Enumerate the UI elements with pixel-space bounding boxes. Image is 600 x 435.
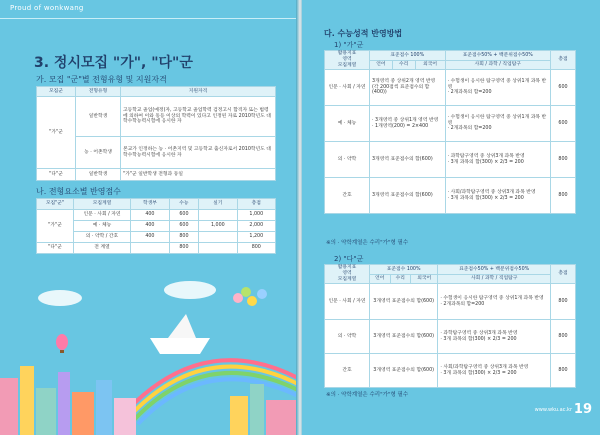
col-header-total: 총점: [551, 51, 576, 70]
cell-value: 1,000: [237, 210, 275, 221]
cell-field: 예 · 체능: [325, 106, 370, 142]
cell-mix: · 수험생이 응시한 탐구영역 중 상위1개 과목 반영 · 2개과목의 합=200: [445, 70, 550, 106]
right-page: [302, 0, 600, 435]
cell-total: 800: [551, 178, 576, 214]
cell-value: 800: [169, 232, 198, 243]
cell-mix: · 과학탐구영역 중 상위3개 과목 반영 · 3개 과목의 합(300) × 2/3 = 200: [445, 142, 550, 178]
table-row: [325, 142, 576, 178]
col-header-lang: 언어: [370, 61, 393, 70]
hot-air-balloon-icon: [56, 334, 68, 353]
col-header-field: [325, 51, 370, 70]
table-row: [325, 284, 576, 320]
cell-field: 예 · 체능: [74, 221, 131, 232]
col-header-math: 수리: [392, 61, 415, 70]
cell-desc: "가"군 일반학생 전형과 동일: [121, 169, 276, 181]
cell-field: 의 · 약학: [325, 320, 370, 354]
website-url: www.wku.ac.kr: [534, 407, 572, 413]
col-header: 학생부: [131, 199, 170, 210]
table-row: [37, 210, 276, 221]
eligibility-table: [36, 86, 276, 181]
header-yeong-label: 영역: [342, 57, 352, 62]
subheading-b: [36, 186, 121, 197]
header-yeong-label: 영역: [342, 271, 352, 276]
cell-field: 인문 · 사회 / 자연: [74, 210, 131, 221]
header-area-label: 활용지표: [337, 51, 357, 57]
col-header-std: 표준점수 100%: [370, 51, 446, 61]
table-row: [37, 97, 276, 137]
cell-field: 인문 · 사회 / 자연: [325, 70, 370, 106]
col-header-std: 표준점수 100%: [370, 265, 438, 275]
cell-value: 400: [131, 210, 170, 221]
left-page: [0, 0, 298, 435]
subheading-c1: 1) "가"군: [334, 41, 364, 49]
cell-total: 800: [551, 320, 576, 354]
cell-group: "가"군: [37, 97, 76, 169]
col-header-foreign: 외국어: [411, 275, 438, 284]
cell-value: [131, 243, 170, 254]
cell-value: 1,000: [199, 221, 237, 232]
col-header-mix: 표준점수50% + 백분위점수50%: [438, 265, 551, 275]
cell-std: 3개영역 표준점수의 합(600): [370, 284, 438, 320]
col-header-foreign: 외국어: [415, 61, 445, 70]
subheading-a: [36, 74, 167, 85]
col-header: 전형유형: [76, 87, 121, 97]
subheading-c2: 2) "다"군: [334, 255, 364, 263]
cell-value: 400: [131, 232, 170, 243]
section-title: 3. 정시모집 "가", "다"군: [34, 55, 193, 71]
brand-text: Proud of wonkwang: [10, 4, 84, 12]
col-header-inquiry: 사회 / 과학 / 직업탐구: [438, 275, 551, 284]
subheading-c: 다. 수능성적 반영방법: [324, 29, 403, 38]
table-row: [325, 178, 576, 214]
cell-total: 800: [551, 354, 576, 388]
header-field-label: 모집계열: [337, 276, 357, 282]
cell-field: 의 · 약학 / 간호: [74, 232, 131, 243]
cell-group: "다"군: [37, 243, 74, 254]
score-weight-table: [36, 198, 276, 254]
header-bar: [0, 0, 298, 19]
cell-total: 600: [551, 70, 576, 106]
cell-total: 800: [551, 142, 576, 178]
note-2: ※의 · 약학계열은 수리"가"형 필수: [326, 392, 409, 398]
cell-std: 3개영역 표준점수의 합(600): [370, 354, 438, 388]
da-score-method-table: [324, 264, 576, 388]
balloons-icon: [233, 287, 267, 306]
cell-group: "다"군: [37, 169, 76, 181]
cell-std: 3개영역 표준점수의 합(600): [370, 320, 438, 354]
page-number: 19: [573, 402, 592, 417]
cell-field: 간호: [325, 354, 370, 388]
cell-mix: · 수험생이 응시한 탐구영역 중 상위1개 과목 반영 · 2개과목의 합=200: [438, 284, 551, 320]
cell-desc: 본교가 인정하는 농 · 어촌지역 및 고등학교 출신자로서 2010학년도 대학수학능력시험에 응시한 자: [121, 137, 276, 169]
cell-value: [199, 243, 237, 254]
cell-field: 전 계열: [74, 243, 131, 254]
cloud-icon: [38, 281, 216, 306]
table-row: [37, 243, 276, 254]
cell-value: 400: [131, 221, 170, 232]
cell-group: "가"군: [37, 210, 74, 243]
cell-value: 800: [169, 243, 198, 254]
cell-type: 농 · 어촌학생: [76, 137, 121, 169]
cell-mix: · 사회/과학탐구영역 중 상위3개 과목 반영 · 3개 과목의 합(300) × 2/3 = 200: [438, 354, 551, 388]
table-row: [325, 320, 576, 354]
cell-mix: · 사회/과학탐구영역 중 상위3개 과목 반영 · 3개 과목의 합(300) × 2/3 = 200: [445, 178, 550, 214]
col-header-field: [325, 265, 370, 284]
cell-mix: · 수험생이 응시한 탐구영역 중 상위1개 과목 반영 · 2개과목의 합=200: [445, 106, 550, 142]
col-header: 모집군: [37, 87, 76, 97]
cell-type: 일반학생: [76, 97, 121, 137]
subheading-b-text: 나. 전형요소별 반영점수: [36, 187, 121, 196]
col-header: 실기: [199, 199, 237, 210]
col-header: 총점: [237, 199, 275, 210]
col-header-total: 총점: [551, 265, 576, 284]
ga-score-method-table: [324, 50, 576, 214]
cell-desc: 고등학교 졸업(예정)자, 고등학교 졸업학력 검정고시 합격자 또는 법령에 의하여 이와 동등 이상의 학력이 있다고 인정된 자로 2010학년도 대학수학능력시험에 응시한 자: [121, 97, 276, 137]
note-1: ※의 · 약학계열은 수리"가"형 필수: [326, 240, 409, 246]
cell-value: 1,200: [237, 232, 275, 243]
cell-std: 3개영역 표준점수의 합(600): [370, 178, 446, 214]
cell-value: 600: [169, 221, 198, 232]
col-header: 지원자격: [121, 87, 276, 97]
col-header-mix: 표준점수50% + 백분위점수50%: [445, 51, 550, 61]
cell-field: 의 · 약학: [325, 142, 370, 178]
col-header-inquiry: 사회 / 과학 / 직업탐구: [445, 61, 550, 70]
cell-total: 600: [551, 106, 576, 142]
cell-value: 2,000: [237, 221, 275, 232]
col-header-math: 수리: [390, 275, 411, 284]
cell-std: 3개영역 표준점수의 합(600): [370, 142, 446, 178]
table-row: [325, 106, 576, 142]
city-illustration: [0, 268, 298, 435]
header-area-label: 활용지표: [337, 265, 357, 271]
col-header: 수능: [169, 199, 198, 210]
cell-value: 600: [169, 210, 198, 221]
cell-mix: · 과학탐구영역 중 상위3개 과목 반영 · 3개 과목의 합(300) × 2/3 = 200: [438, 320, 551, 354]
table-row: [37, 169, 276, 181]
cell-field: 간호: [325, 178, 370, 214]
paper-boat-icon: [150, 314, 210, 354]
cell-value: [199, 232, 237, 243]
cell-field: 인문 · 사회 / 자연: [325, 284, 370, 320]
col-header: 모집"군": [37, 199, 74, 210]
table-row: [325, 70, 576, 106]
table-row: [325, 354, 576, 388]
col-header: 모집계열: [74, 199, 131, 210]
subheading-a-text: 가. 모집 "군"별 전형유형 및 지원자격: [36, 75, 167, 84]
header-field-label: 모집계열: [337, 62, 357, 68]
col-header-lang: 언어: [370, 275, 391, 284]
cell-type: 일반학생: [76, 169, 121, 181]
cell-value: 800: [237, 243, 275, 254]
cell-std: · 3개영역 중 상위1개 영역 반영 · 1개영역(200) = 2×400: [370, 106, 446, 142]
cell-value: [199, 210, 237, 221]
cell-std: 3개영역 중 상위2개 영역 반영 (각 200점씩 표준점수의 합(400)): [370, 70, 446, 106]
cell-total: 800: [551, 284, 576, 320]
